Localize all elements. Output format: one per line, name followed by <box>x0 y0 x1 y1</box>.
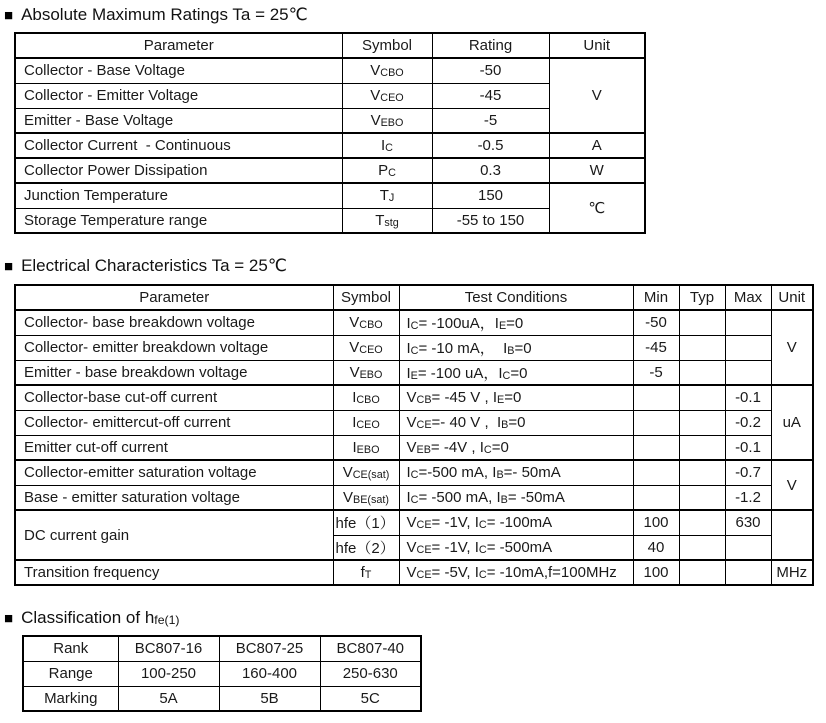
cell-parameter: Emitter - base breakdown voltage <box>15 360 333 385</box>
table-row <box>15 360 813 385</box>
cell-rank-value: BC807-40 <box>320 636 421 661</box>
column-header-test-conditions: Test Conditions <box>399 285 633 310</box>
cell-min: 100 <box>633 510 679 535</box>
black-square-bullet-icon: ■ <box>4 257 14 275</box>
table-row <box>15 485 813 510</box>
cell-symbol: VCE(sat) <box>333 460 399 485</box>
cell-min: 100 <box>633 560 679 585</box>
cell-typ <box>679 460 725 485</box>
table-row <box>15 410 813 435</box>
column-header-min: Min <box>633 285 679 310</box>
cell-symbol: VCEO <box>333 335 399 360</box>
cell-range-value: 100-250 <box>118 661 219 686</box>
cell-parameter: Storage Temperature range <box>15 208 342 233</box>
section-title-electrical-characteristics <box>4 256 826 276</box>
cell-max: -1.2 <box>725 485 771 510</box>
cell-parameter: Collector-emitter saturation voltage <box>15 460 333 485</box>
cell-parameter: Base - emitter saturation voltage <box>15 485 333 510</box>
cell-rating: -50 <box>432 58 549 83</box>
table-row <box>15 560 813 585</box>
cell-parameter: Emitter - Base Voltage <box>15 108 342 133</box>
cell-marking-value: 5C <box>320 686 421 711</box>
cell-symbol: fT <box>333 560 399 585</box>
cell-min: -5 <box>633 360 679 385</box>
cell-symbol: VEBO <box>333 360 399 385</box>
cell-conditions: IE= -100 uA，IC=0 <box>399 360 633 385</box>
cell-symbol: VBE(sat) <box>333 485 399 510</box>
cell-typ <box>679 485 725 510</box>
cell-conditions: IC= -500 mA, IB= -50mA <box>399 485 633 510</box>
cell-symbol: IC <box>342 133 432 158</box>
cell-symbol: ICEO <box>333 410 399 435</box>
cell-min: 40 <box>633 535 679 560</box>
cell-min <box>633 410 679 435</box>
column-header-rating: Rating <box>432 33 549 58</box>
cell-max <box>725 360 771 385</box>
column-header-typ: Typ <box>679 285 725 310</box>
cell-max: -0.1 <box>725 385 771 410</box>
cell-parameter: Junction Temperature <box>15 183 342 208</box>
cell-symbol: hfe（1） <box>333 510 399 535</box>
cell-parameter: Collector - Emitter Voltage <box>15 83 342 108</box>
cell-conditions: VEB= -4V , IC=0 <box>399 435 633 460</box>
cell-max <box>725 335 771 360</box>
cell-parameter: Collector- emittercut-off current <box>15 410 333 435</box>
cell-unit: W <box>549 158 645 183</box>
cell-marking-value: 5B <box>219 686 320 711</box>
hfe-classification-table <box>22 635 422 712</box>
cell-marking-label: Marking <box>23 686 118 711</box>
cell-typ <box>679 385 725 410</box>
table-row <box>15 133 645 158</box>
cell-unit <box>771 510 813 560</box>
cell-typ <box>679 510 725 535</box>
cell-unit: MHz <box>771 560 813 585</box>
column-header-unit: Unit <box>549 33 645 58</box>
cell-typ <box>679 410 725 435</box>
section-title-absolute-maximum-ratings <box>4 5 826 25</box>
table-row <box>15 183 645 208</box>
table-row <box>23 661 421 686</box>
cell-rating: -5 <box>432 108 549 133</box>
column-header-parameter: Parameter <box>15 285 333 310</box>
cell-conditions: IC=-500 mA, IB=- 50mA <box>399 460 633 485</box>
cell-typ <box>679 435 725 460</box>
cell-range-value: 250-630 <box>320 661 421 686</box>
column-header-unit: Unit <box>771 285 813 310</box>
cell-unit: uA <box>771 385 813 460</box>
cell-conditions: VCB= -45 V , IE=0 <box>399 385 633 410</box>
black-square-bullet-icon: ■ <box>4 6 14 24</box>
cell-max <box>725 560 771 585</box>
cell-conditions: VCE= -1V, IC= -100mA <box>399 510 633 535</box>
cell-rank-label: Rank <box>23 636 118 661</box>
table-header-row <box>15 285 813 310</box>
cell-unit: V <box>771 310 813 385</box>
cell-symbol: VCBO <box>342 58 432 83</box>
cell-typ <box>679 335 725 360</box>
cell-parameter: Collector-base cut-off current <box>15 385 333 410</box>
cell-symbol: VCBO <box>333 310 399 335</box>
cell-unit: V <box>771 460 813 510</box>
cell-typ <box>679 360 725 385</box>
black-square-bullet-icon: ■ <box>4 609 14 627</box>
cell-conditions: IC= -100uA，IE=0 <box>399 310 633 335</box>
table-row <box>15 435 813 460</box>
cell-min <box>633 485 679 510</box>
cell-symbol: PC <box>342 158 432 183</box>
absolute-maximum-ratings-table <box>14 32 646 234</box>
cell-unit: A <box>549 133 645 158</box>
table-row <box>15 158 645 183</box>
cell-typ <box>679 560 725 585</box>
cell-symbol: VCEO <box>342 83 432 108</box>
cell-symbol: VEBO <box>342 108 432 133</box>
table-row <box>15 385 813 410</box>
cell-symbol: IEBO <box>333 435 399 460</box>
cell-rating: 0.3 <box>432 158 549 183</box>
table-row <box>23 636 421 661</box>
section-title-text: Absolute Maximum Ratings Ta = 25℃ <box>21 5 308 24</box>
cell-symbol: TJ <box>342 183 432 208</box>
cell-symbol: ICBO <box>333 385 399 410</box>
cell-range-value: 160-400 <box>219 661 320 686</box>
cell-parameter: DC current gain <box>15 510 333 560</box>
cell-conditions: VCE=- 40 V , IB=0 <box>399 410 633 435</box>
cell-max: -0.7 <box>725 460 771 485</box>
cell-conditions: VCE= -1V, IC= -500mA <box>399 535 633 560</box>
cell-conditions: IC= -10 mA， IB=0 <box>399 335 633 360</box>
electrical-characteristics-table <box>14 284 814 586</box>
table-row <box>15 510 813 535</box>
cell-parameter: Collector- emitter breakdown voltage <box>15 335 333 360</box>
cell-max <box>725 535 771 560</box>
cell-max <box>725 310 771 335</box>
cell-min: -50 <box>633 310 679 335</box>
table-header-row <box>15 33 645 58</box>
section-title-text: Electrical Characteristics Ta = 25℃ <box>21 256 287 275</box>
cell-conditions: VCE= -5V, IC= -10mA,f=100MHz <box>399 560 633 585</box>
cell-rating: -55 to 150 <box>432 208 549 233</box>
cell-rank-value: BC807-25 <box>219 636 320 661</box>
section-title-classification <box>4 608 826 628</box>
table-row <box>15 460 813 485</box>
cell-max: -0.1 <box>725 435 771 460</box>
cell-rating: 150 <box>432 183 549 208</box>
cell-parameter: Transition frequency <box>15 560 333 585</box>
cell-marking-value: 5A <box>118 686 219 711</box>
column-header-symbol: Symbol <box>333 285 399 310</box>
cell-parameter: Collector- base breakdown voltage <box>15 310 333 335</box>
cell-max: -0.2 <box>725 410 771 435</box>
table-row <box>15 335 813 360</box>
cell-parameter: Collector - Base Voltage <box>15 58 342 83</box>
column-header-symbol: Symbol <box>342 33 432 58</box>
table-row <box>15 58 645 83</box>
cell-min <box>633 460 679 485</box>
column-header-parameter: Parameter <box>15 33 342 58</box>
table-row <box>15 310 813 335</box>
column-header-max: Max <box>725 285 771 310</box>
cell-min <box>633 385 679 410</box>
cell-symbol: Tstg <box>342 208 432 233</box>
cell-min: -45 <box>633 335 679 360</box>
cell-parameter: Emitter cut-off current <box>15 435 333 460</box>
cell-rank-value: BC807-16 <box>118 636 219 661</box>
cell-unit: ℃ <box>549 183 645 233</box>
cell-rating: -45 <box>432 83 549 108</box>
cell-max: 630 <box>725 510 771 535</box>
cell-parameter: Collector Current - Continuous <box>15 133 342 158</box>
cell-min <box>633 435 679 460</box>
cell-unit: V <box>549 58 645 133</box>
cell-rating: -0.5 <box>432 133 549 158</box>
cell-typ <box>679 310 725 335</box>
cell-range-label: Range <box>23 661 118 686</box>
cell-typ <box>679 535 725 560</box>
section-title-text: Classification of hfe(1) <box>21 608 180 627</box>
cell-parameter: Collector Power Dissipation <box>15 158 342 183</box>
table-row <box>23 686 421 711</box>
cell-symbol: hfe（2） <box>333 535 399 560</box>
